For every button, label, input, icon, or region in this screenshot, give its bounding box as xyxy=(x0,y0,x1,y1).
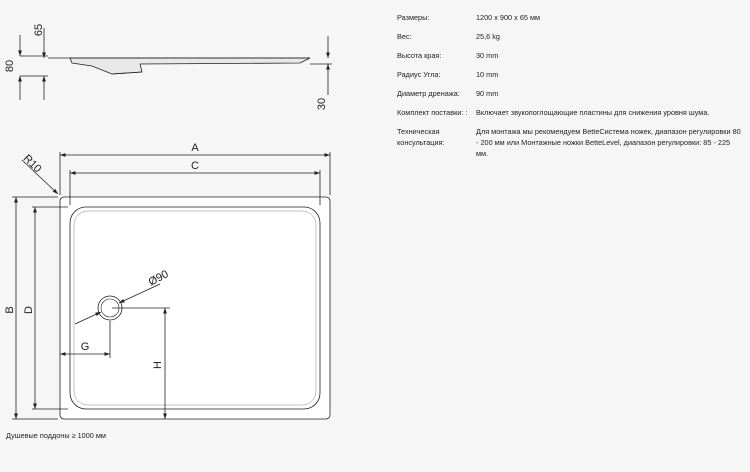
spec-label: Комплект поставки: : xyxy=(397,108,468,117)
spec-row-size xyxy=(397,12,742,23)
spec-label: Вес: xyxy=(397,32,412,41)
dim-label-radius: R10 xyxy=(20,152,44,176)
dim-label-h: H xyxy=(152,361,164,369)
spec-label: Радиус Угла: xyxy=(397,70,441,79)
dim-label-30: 30 xyxy=(316,97,328,111)
drawing-caption: Душевые поддоны ≥ 1000 мм xyxy=(6,431,106,440)
dim-label-c: C xyxy=(191,160,199,172)
spec-value: 1200 x 900 x 65 мм xyxy=(476,13,540,22)
dim-label-65: 65 xyxy=(33,23,45,37)
spec-label: Диаметр дренажа: xyxy=(397,89,460,98)
spec-row-package xyxy=(397,107,742,118)
spec-label: Высота края: xyxy=(397,51,442,60)
side-view xyxy=(20,28,332,100)
spec-row-rim-height xyxy=(397,50,742,61)
spec-value: 90 mm xyxy=(476,89,499,98)
spec-value: Включает звукопоглощающие пластины для снижения уровня шума. xyxy=(476,108,710,117)
dim-label-80: 80 xyxy=(4,59,16,73)
spec-value: Для монтажа мы рекомендуем BetteСистема ножек, диапазон регулировки 80 - 200 мм или Монтажные ножки BetteLevel, диапазон регулировки: 85 - 225 мм. xyxy=(476,127,741,158)
dim-label-drain: Ø90 xyxy=(146,268,171,289)
spec-table xyxy=(397,12,742,167)
spec-row-weight xyxy=(397,31,742,42)
spec-value: 30 mm xyxy=(476,51,499,60)
dim-label-a: A xyxy=(191,142,199,154)
spec-row-tech-consultation xyxy=(397,126,742,159)
spec-row-drain-diameter xyxy=(397,88,742,99)
technical-drawing xyxy=(0,0,390,430)
spec-value: 10 mm xyxy=(476,70,499,79)
spec-label: Размеры: xyxy=(397,13,430,22)
spec-row-corner-radius xyxy=(397,69,742,80)
spec-value: 25,6 kg xyxy=(476,32,500,41)
spec-label: Техническая консультация: xyxy=(397,127,445,147)
dim-label-b: B xyxy=(4,306,16,314)
dim-label-d: D xyxy=(23,306,35,314)
dim-label-g: G xyxy=(80,341,90,353)
top-view xyxy=(12,152,330,419)
